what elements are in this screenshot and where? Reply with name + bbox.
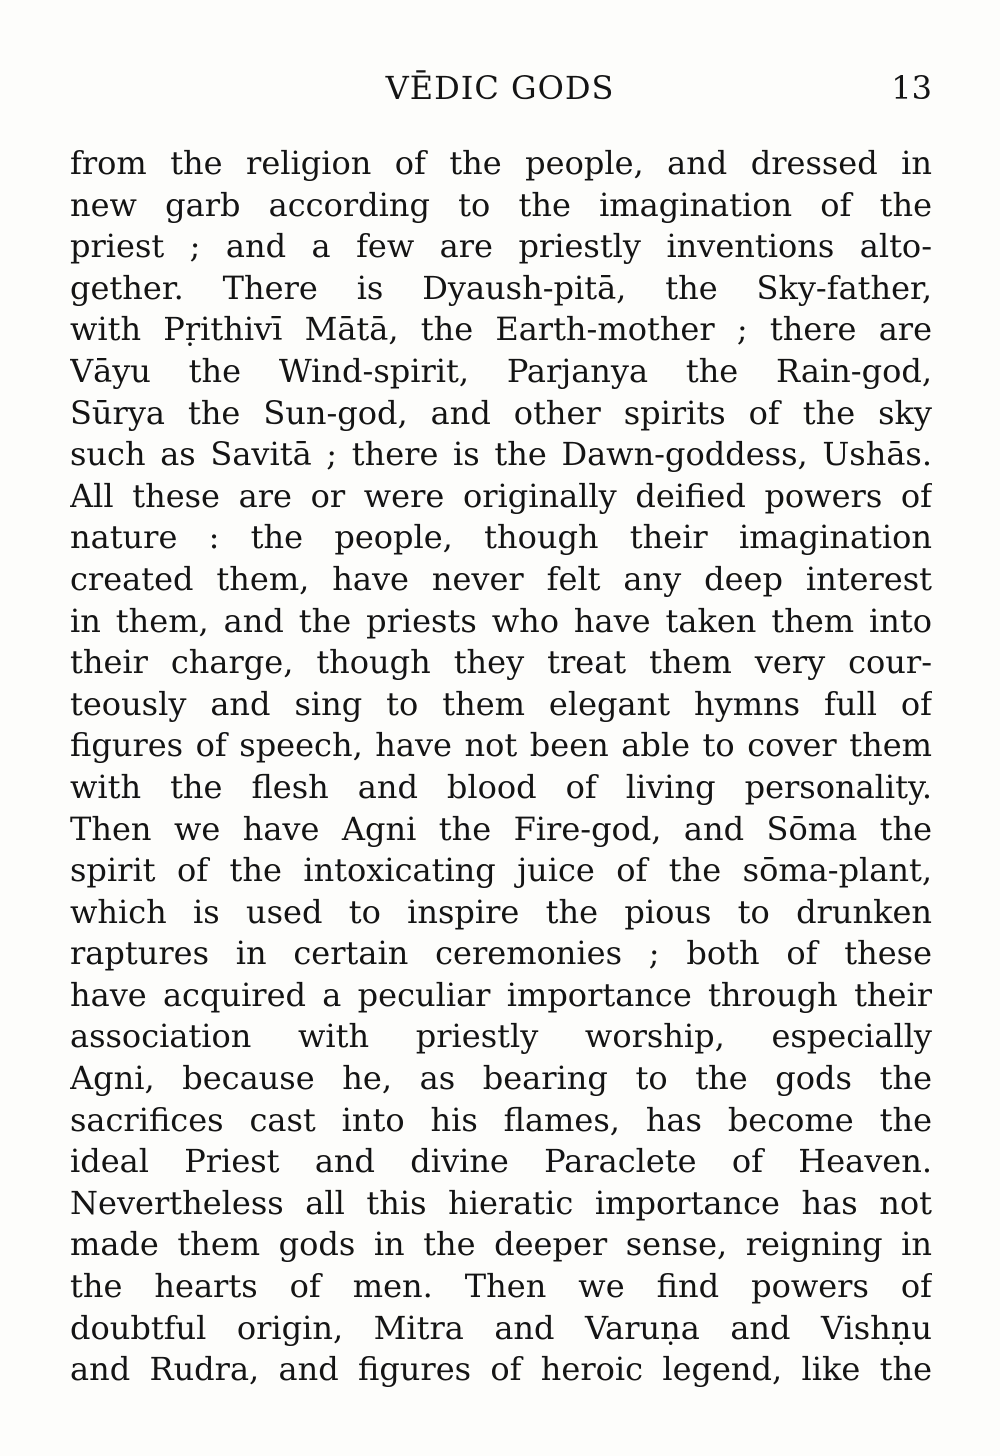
text-line: in them, and the priests who have taken them into xyxy=(70,601,932,640)
text-line: such as Savitā ; there is the Dawn-goddess, Ushās. xyxy=(70,435,932,474)
running-header xyxy=(0,66,1000,110)
text-line: All these are or were originally deified powers of xyxy=(70,476,932,515)
text-line: spirit of the intoxicating juice of the sōma-plant, xyxy=(70,851,932,890)
text-line: Sūrya the Sun-god, and other spirits of the sky xyxy=(70,393,932,432)
text-line: created them, have never felt any deep interest xyxy=(70,559,932,598)
text-line: with Pṛithivī Mātā, the Earth-mother ; there are xyxy=(70,310,932,349)
text-line: raptures in certain ceremonies ; both of these xyxy=(70,934,932,973)
body-text xyxy=(70,143,932,1391)
text-line: and Rudra, and figures of heroic legend, like the xyxy=(70,1350,932,1389)
text-line: ideal Priest and divine Paraclete of Heaven. xyxy=(70,1142,932,1181)
text-line: priest ; and a few are priestly inventions alto- xyxy=(70,227,932,266)
text-line: nature : the people, though their imagination xyxy=(70,518,932,557)
text-line: their charge, though they treat them very cour- xyxy=(70,643,932,682)
text-line: have acquired a peculiar importance through their xyxy=(70,975,932,1014)
text-line: which is used to inspire the pious to drunken xyxy=(70,892,932,931)
text-line: teously and sing to them elegant hymns full of xyxy=(70,684,932,723)
text-line: gether. There is Dyaush-pitā, the Sky-father, xyxy=(70,268,932,307)
text-line: the hearts of men. Then we find powers of xyxy=(70,1267,932,1306)
text-line: Nevertheless all this hieratic importance has not xyxy=(70,1183,932,1222)
text-line: figures of speech, have not been able to cover them xyxy=(70,726,932,765)
running-title: VĒDIC GODS xyxy=(385,69,615,107)
text-line: sacrifices cast into his flames, has become the xyxy=(70,1100,932,1139)
text-line: Then we have Agni the Fire-god, and Sōma the xyxy=(70,809,932,848)
text-line: doubtful origin, Mitra and Varuṇa and Vishṇu xyxy=(70,1308,932,1347)
text-line: from the religion of the people, and dressed in xyxy=(70,144,932,182)
page-number: 13 xyxy=(891,69,932,107)
text-line: Vāyu the Wind-spirit, Parjanya the Rain-god, xyxy=(70,351,932,390)
text-line: association with priestly worship, especially xyxy=(70,1017,932,1056)
text-line: Agni, because he, as bearing to the gods the xyxy=(70,1059,932,1098)
text-line: made them gods in the deeper sense, reigning in xyxy=(70,1225,932,1264)
text-line: new garb according to the imagination of the xyxy=(70,185,932,224)
text-line: with the flesh and blood of living personality. xyxy=(70,767,932,806)
